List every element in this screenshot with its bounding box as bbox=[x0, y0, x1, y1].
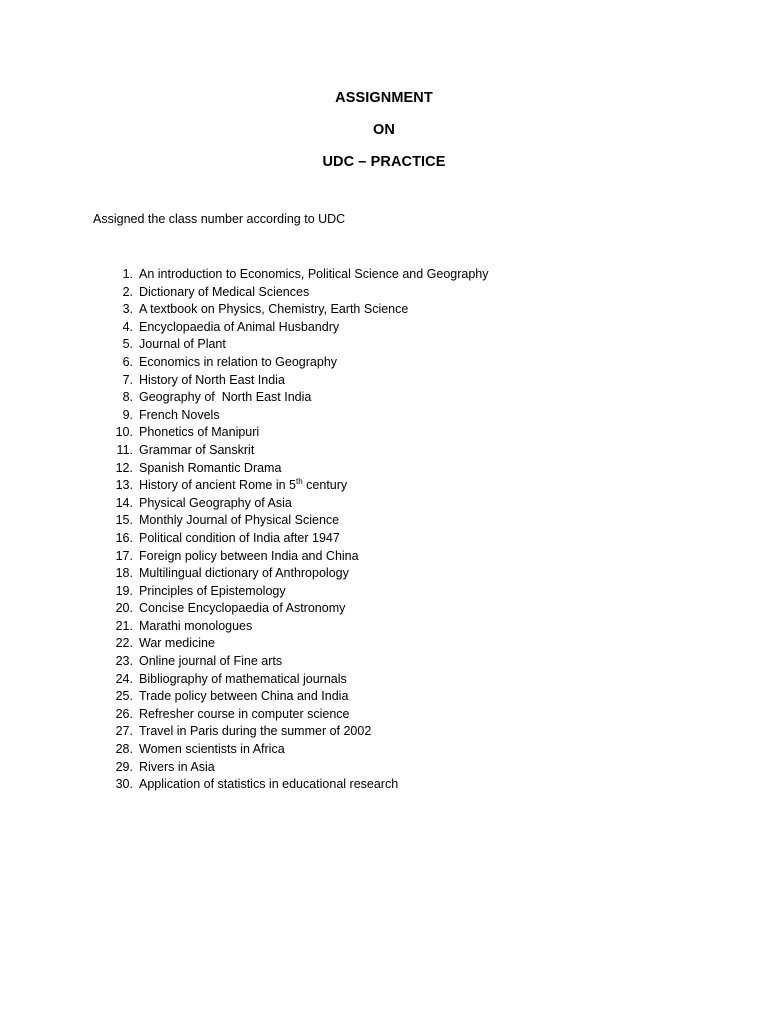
item-number: 29. bbox=[115, 759, 133, 774]
item-text: History of North East India bbox=[139, 372, 285, 387]
item-text: Online journal of Fine arts bbox=[139, 654, 283, 669]
item-text: Multilingual dictionary of Anthropology bbox=[139, 566, 349, 581]
item-text: Trade policy between China and India bbox=[139, 689, 349, 704]
item-number: 12. bbox=[115, 460, 133, 475]
item-number: 18. bbox=[115, 566, 133, 581]
item-text: Foreign policy between India and China bbox=[139, 548, 359, 563]
item-text: Marathi monologues bbox=[139, 618, 253, 633]
item-text: Phonetics of Manipuri bbox=[139, 425, 260, 440]
item-text: Refresher course in computer science bbox=[139, 706, 350, 721]
item-number: 15. bbox=[115, 513, 133, 528]
title-udc-practice: UDC – PRACTICE bbox=[322, 154, 446, 170]
item-number: 3. bbox=[122, 302, 133, 317]
item-text: War medicine bbox=[139, 636, 215, 651]
item-text: Dictionary of Medical Sciences bbox=[139, 284, 310, 299]
item-text: Monthly Journal of Physical Science bbox=[139, 513, 340, 528]
item-text: Economics in relation to Geography bbox=[139, 354, 338, 369]
item-number: 8. bbox=[122, 390, 133, 405]
item-number: 13. bbox=[115, 478, 133, 493]
ordinal-superscript: th bbox=[296, 476, 303, 486]
item-text: A textbook on Physics, Chemistry, Earth Science bbox=[139, 302, 409, 317]
item-text-before: History of ancient Rome in 5 bbox=[139, 478, 297, 493]
item-number: 27. bbox=[115, 724, 133, 739]
instruction-text: Assigned the class number according to UDC bbox=[93, 212, 346, 226]
item-number: 30. bbox=[115, 777, 133, 792]
item-number: 25. bbox=[115, 689, 133, 704]
item-number: 28. bbox=[115, 742, 133, 757]
item-number: 20. bbox=[115, 601, 133, 616]
item-text: Political condition of India after 1947 bbox=[139, 530, 340, 545]
title-assignment: ASSIGNMENT bbox=[335, 90, 433, 106]
item-number: 2. bbox=[122, 284, 133, 299]
item-number: 19. bbox=[115, 583, 133, 598]
item-text: French Novels bbox=[139, 407, 220, 422]
item-number: 4. bbox=[122, 319, 133, 334]
item-text: An introduction to Economics, Political Science and Geography bbox=[139, 267, 489, 281]
item-number: 1. bbox=[122, 267, 133, 281]
item-number: 22. bbox=[115, 636, 133, 651]
item-number: 10. bbox=[115, 425, 133, 440]
item-number: 21. bbox=[115, 618, 133, 633]
item-text: Travel in Paris during the summer of 2002 bbox=[139, 724, 372, 739]
item-number: 23. bbox=[115, 654, 133, 669]
item-text: Application of statistics in educational research bbox=[139, 777, 399, 792]
item-text-after: century bbox=[302, 478, 348, 493]
item-number: 14. bbox=[115, 495, 133, 510]
item-text: Women scientists in Africa bbox=[139, 742, 285, 757]
item-text: Grammar of Sanskrit bbox=[139, 442, 255, 457]
item-text bbox=[139, 477, 347, 495]
item-number: 24. bbox=[115, 671, 133, 686]
title-on: ON bbox=[373, 122, 395, 138]
item-text: Principles of Epistemology bbox=[139, 583, 286, 598]
item-number: 5. bbox=[122, 337, 133, 352]
item-number: 9. bbox=[122, 407, 133, 422]
item-text: Journal of Plant bbox=[139, 337, 226, 352]
item-number: 7. bbox=[122, 372, 133, 387]
item-number: 6. bbox=[122, 354, 133, 369]
item-text: Rivers in Asia bbox=[139, 759, 215, 774]
item-text: Bibliography of mathematical journals bbox=[139, 671, 347, 686]
item-number: 17. bbox=[115, 548, 133, 563]
item-number: 11. bbox=[116, 442, 133, 457]
item-text: Encyclopaedia of Animal Husbandry bbox=[139, 319, 340, 334]
item-text: Physical Geography of Asia bbox=[139, 495, 292, 510]
item-text: Concise Encyclopaedia of Astronomy bbox=[139, 601, 346, 616]
item-text: Geography of North East India bbox=[139, 390, 312, 405]
item-text: Spanish Romantic Drama bbox=[139, 460, 282, 475]
item-number: 16. bbox=[115, 530, 133, 545]
item-number: 26. bbox=[115, 706, 133, 721]
